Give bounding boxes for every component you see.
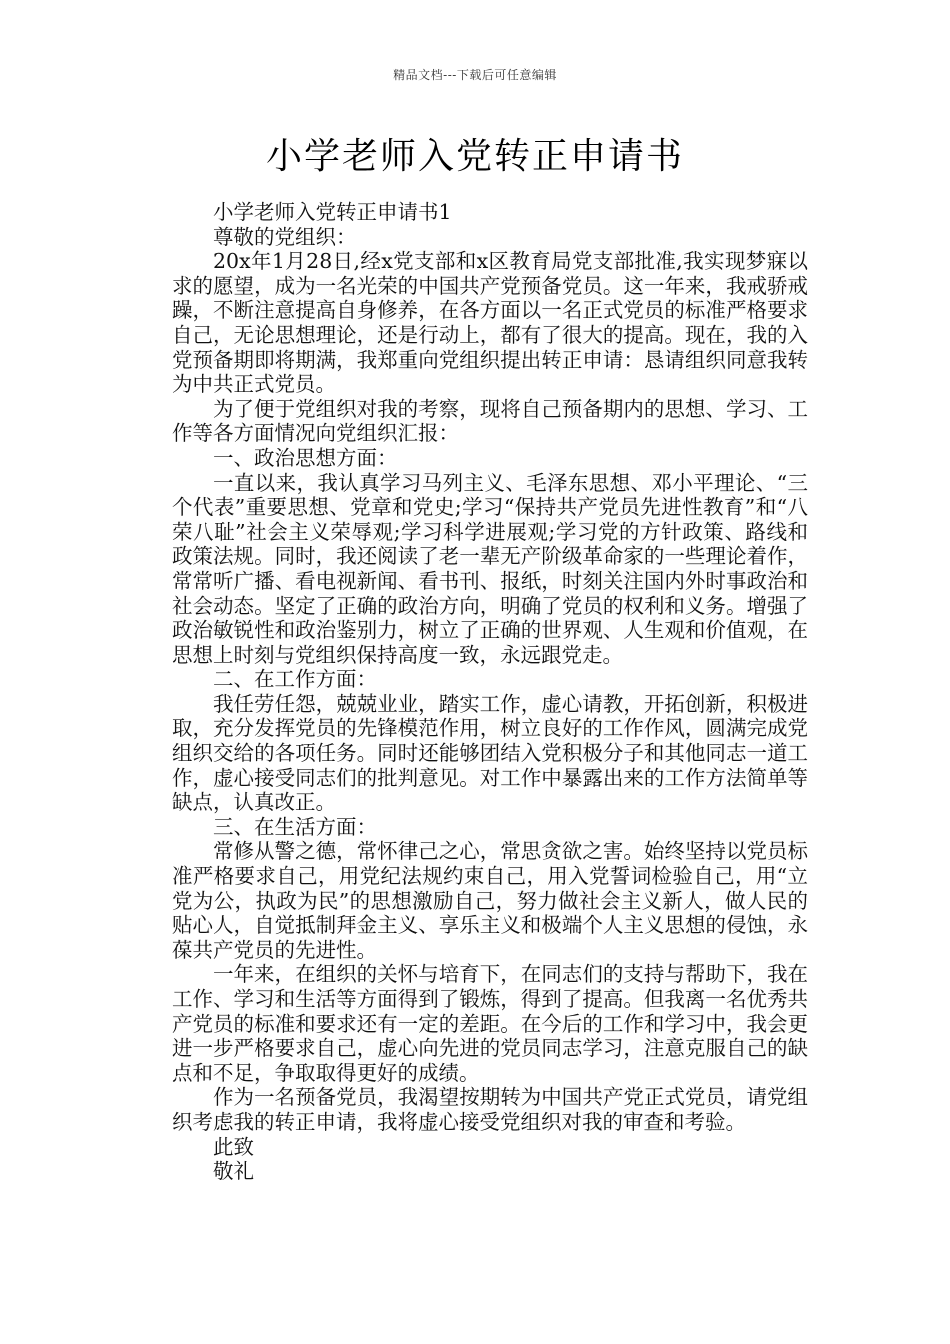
- document-title: 小学老师入党转正申请书: [265, 136, 684, 177]
- body-paragraph: 作为一名预备党员，我渴望按期转为中国共产党正式党员，请党组织考虑我的转正申请，我将虚心接受党组织对我的审查和考验。: [172, 1085, 808, 1134]
- body-paragraph: 为了便于党组织对我的考察，现将自己预备期内的思想、学习、工作等各方面情况向党组织汇报：: [172, 396, 808, 446]
- body-paragraph: 20x年1月28日,经x党支部和x区教育局党支部批准,我实现梦寐以求的愿望，成为一名光荣的中国共产党预备党员。这一年来，我戒骄戒躁，不断注意提高自身修养，在各方面以一名正式党员的标准严格要求自己，无论思想理论，还是行动上，都有了很大的提高。现在，我的入党预备期即将期满，我郑重向党组织提出转正申请：恳请组织同意我转为中共正式党员。: [172, 249, 808, 397]
- section-heading: 一、政治思想方面：: [213, 445, 398, 470]
- body-paragraph: 一年来，在组织的关怀与培育下，在同志们的支持与帮助下，我在工作、学习和生活等方面得到了锻炼，得到了提高。但我离一名优秀共产党员的标准和要求还有一定的差距。在今后的工作和学习中，我会更进一步严格要求自己，虚心向先进的党员同志学习，注意克服自己的缺点和不足，争取取得更好的成绩。: [172, 962, 808, 1085]
- closing-line: 此致: [213, 1134, 254, 1159]
- page-header: 精品文档---下载后可任意编辑: [393, 68, 557, 82]
- document-body: [172, 200, 808, 1184]
- closing-line: 敬礼: [213, 1159, 254, 1184]
- section-heading: 三、在生活方面：: [213, 814, 377, 839]
- body-paragraph: 一直以来，我认真学习马列主义、毛泽东思想、邓小平理论、“三个代表”重要思想、党章和党史;学习“保持共产党员先进性教育”和“八荣八耻”社会主义荣辱观;学习科学进展观;学习党的方针政策、路线和政策法规。同时，我还阅读了老一辈无产阶级革命家的一些理论着作，常常听广播、看电视新闻、看书刊、报纸，时刻关注国内外时事政治和社会动态。坚定了正确的政治方向，明确了党员的权利和义务。增强了政治敏锐性和政治鉴别力，树立了正确的世界观、人生观和价值观，在思想上时刻与党组织保持高度一致，永远跟党走。: [172, 470, 808, 667]
- body-paragraph: 常修从警之德，常怀律己之心，常思贪欲之害。始终坚持以党员标准严格要求自己，用党纪法规约束自己，用入党誓词检验自己，用“立党为公，执政为民”的思想激励自己，努力做社会主义新人，做人民的贴心人，自觉抵制拜金主义、享乐主义和极端个人主义思想的侵蚀，永葆共产党员的先进性。: [172, 839, 808, 962]
- salutation-paragraph: 尊敬的党组织：: [213, 224, 357, 249]
- body-paragraph: 我任劳任怨，兢兢业业，踏实工作，虚心请教，开拓创新，积极进取，充分发挥党员的先锋模范作用，树立良好的工作作风，圆满完成党组织交给的各项任务。同时还能够团结入党积极分子和其他同志一道工作，虚心接受同志们的批判意见。对工作中暴露出来的工作方法简单等缺点，认真改正。: [172, 691, 808, 815]
- section-heading: 二、在工作方面：: [213, 667, 377, 692]
- subtitle-paragraph: 小学老师入党转正申请书1: [213, 200, 452, 224]
